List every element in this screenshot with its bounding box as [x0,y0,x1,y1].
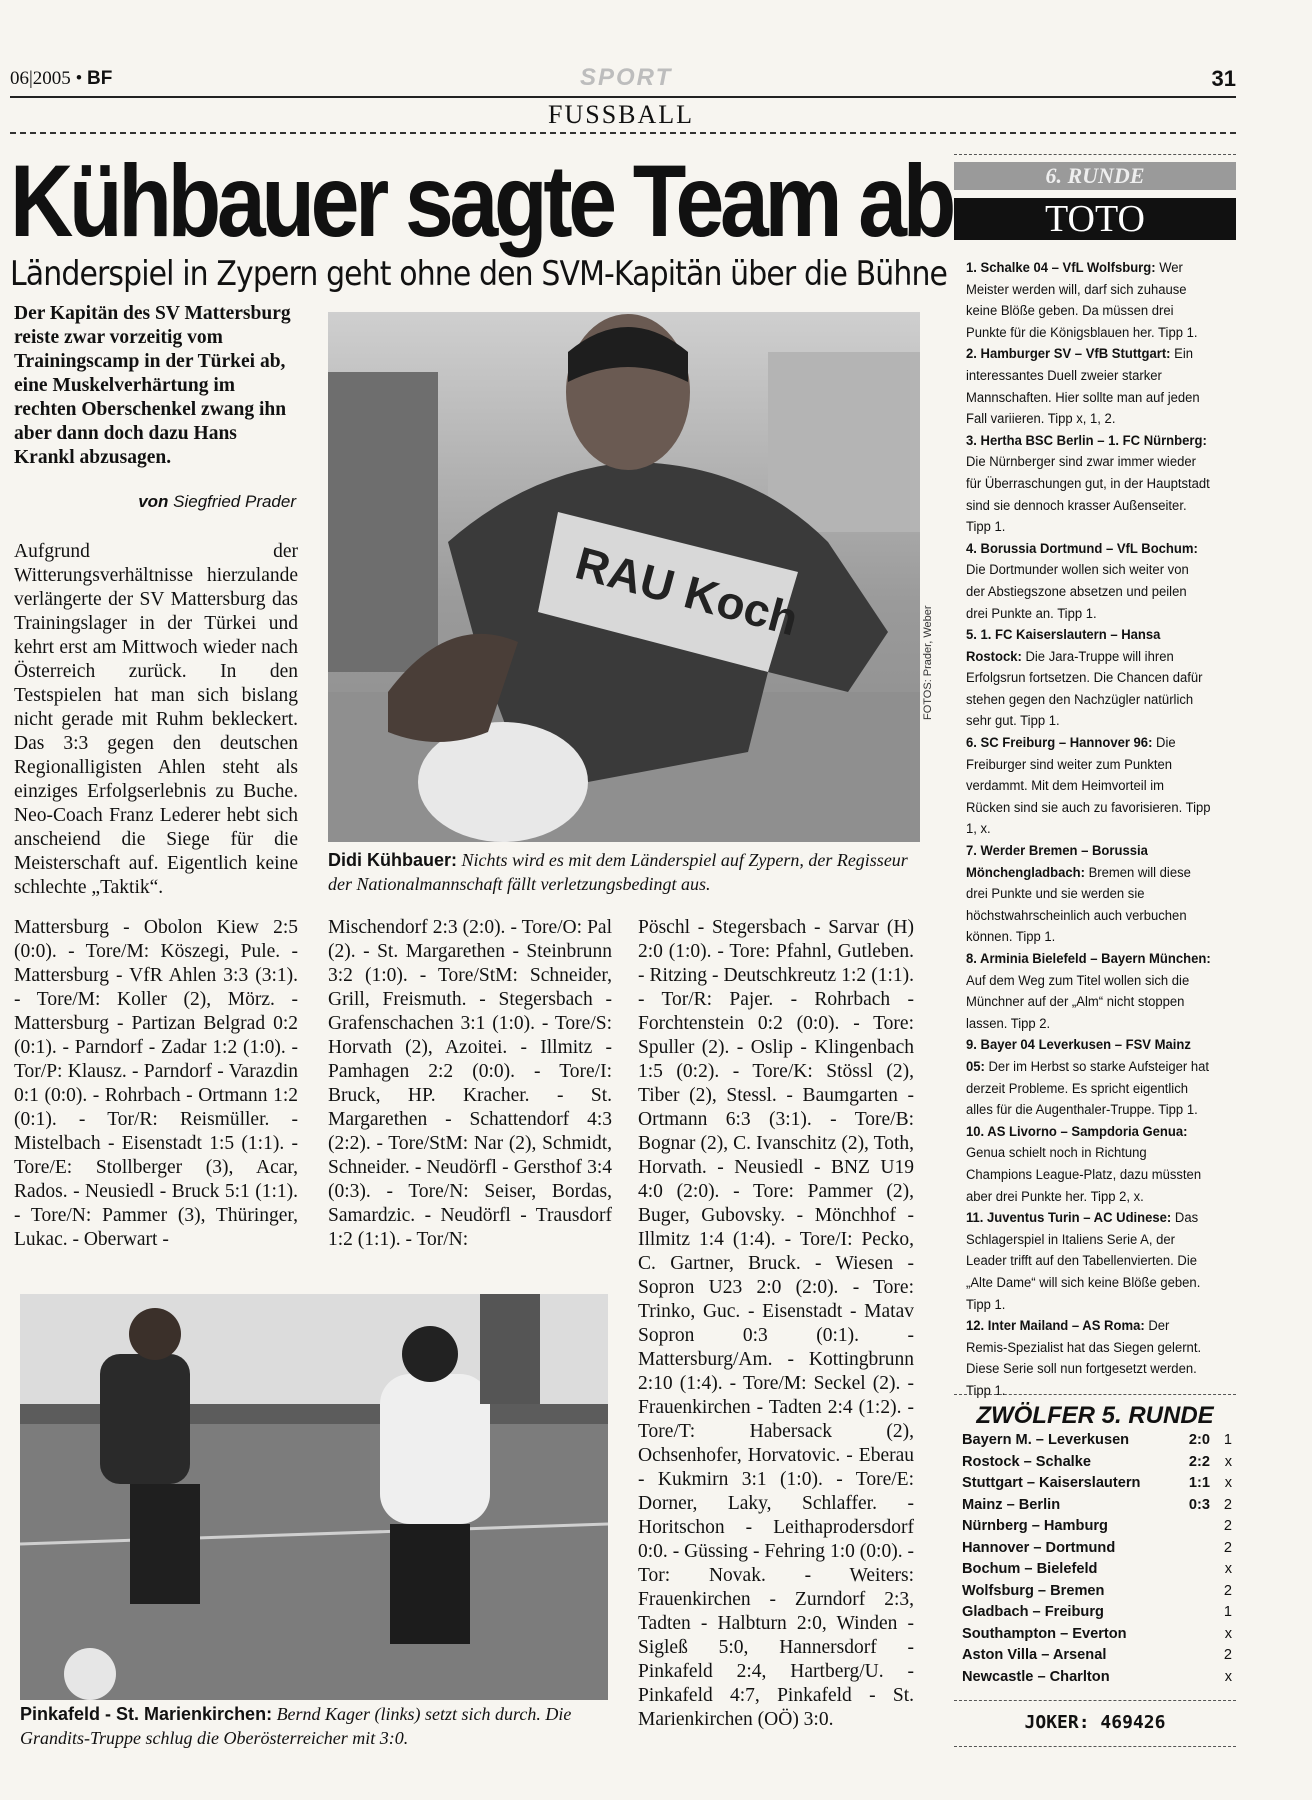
zwoelfer-table [962,1432,1236,1690]
tip-item [966,1035,1211,1121]
tip-text: Bremen will diese drei Punkte und sie werden sie höchstwahrscheinlich auch verbuchen können. Tipp 1. [966,864,1191,946]
tip-text: Ein interessantes Duell zweier starker Mannschaften. Hier sollte man auf jeden Fall variieren. Tipp x, 1, 2. [966,346,1200,428]
bullet-separator: • [75,68,83,89]
svg-text:RAU Koch: RAU Koch [570,536,804,646]
results-column-3: Pöschl - Stegersbach - Sarvar (H) 2:0 (1:0). - Tore: Pfahnl, Gutleben. - Ritzing - Deutschkreutz 1:2 (1:1). - Tor/R: Pajer. - Rohrbach - Forchtenstein 0:2 (0:0). - Tore: Spuller (2). - Oslip - Klingenbach 1:5 (0:2). - Tore/K: Stössl (2), Tiber (2), Stessl. - Baumgarten - Ortmann 6:3 (3:1). - Tore/B: Bognar (2), C. Ivanschitz (2), Toth, Horvath. - Neusiedl - BNZ U19 4:0 (2:0). - Tore: Pammer (2), Buger, Gubovsky. - Mönchhof - Illmitz 1:4 (1:4). - Tore/I: Pecko, C. Gartner, Bruck. - Wiesen - Sopron U23 2:0 (2:0). - Tore: Trinko, Guc. - Eisenstadt - Matav Sopron 0:3 (0:1). - Mattersburg/Am. - Kottingbrunn 2:10 (1:4). - Tore/M: Seckel (2). - Frauenkirchen - Tadten 2:4 (1:2). - Tore/T: Habersack (2), Ochsenhofer, Horvatovic. - Eberau - Kukmirn 3:1 (1:0). - Tore/E: Dorner, Laky, Schlaffer. - Horitschon - Leithaprodersdorf 0:0. - Güssing - Fehring 1:0 (0:0). - Tor: Novak. - Weiters: Frauenkirchen - Zurndorf 2:3, Tadten - Halbturn 2:0, Winden - Sigleß 5:0, Hannersdorf - Pinkafeld 2:4, Hartberg/U. - Pinkafeld 4:7, Pinkafeld - St. Marienkirchen (OÖ) 3:0. [638,917,914,1730]
toto-banner: TOTO [954,198,1236,240]
lead-paragraph: Der Kapitän des SV Mattersburg reiste zwar vorzeitig vom Trainingscamp in der Türkei ab, eine Muskelverhärtung im rechten Oberschenkel zwang ihn aber dann doch dazu Hans Krankl abzusagen. [14,303,291,468]
header-dashed-rule [10,132,1236,134]
tip-match: 10. AS Livorno – Sampdoria Genua: [966,1123,1188,1140]
score-cell: 2:0 [1188,1432,1210,1448]
match-cell: Gladbach – Freiburg [962,1604,1104,1620]
page-number: 31 [1211,66,1236,91]
tip-item [966,431,1211,539]
tip-item [966,1208,1211,1316]
table-row [962,1604,1236,1626]
photo-caption-1 [328,848,928,896]
score-cell [1152,1540,1210,1562]
caption-1-text: Nichts wird es mit dem Länderspiel auf Zypern, der Regisseur der Nationalmannschaft fällt verletzungsbedingt aus. [328,850,908,894]
caption-2-text: Bernd Kager (links) setzt sich durch. Die Grandits-Truppe schlug die Oberösterreicher mit 3:0. [20,1704,572,1748]
body-text: Aufgrund der Witterungsverhältnisse hierzulande verlängerte der SV Mattersburg das Trainingslager in der Türkei und kehrt erst am Mittwoch wieder nach Österreich zurück. In den Testspielen hat man sich bislang nicht gerade mit Ruhm bekleckert. Das 3:3 gegen den deutschen Regionalligisten Ahlen steht als einziges Erfolgserlebnis zu Buche. Neo-Coach Franz Lederer hebt sich anscheiend die Siege für die Meisterschaft auf. Eigentlich keine schlechte „Taktik“. [14,541,298,898]
table-row [962,1518,1236,1540]
tip-text: Die Dortmunder wollen sich weiter von der Abstiegszone absetzen und peilen drei Punkte an. Tipp 1. [966,562,1189,622]
match-cell: Nürnberg – Hamburg [962,1518,1108,1534]
section-title: SPORT [580,64,673,91]
match-cell: Mainz – Berlin [962,1496,1061,1513]
score-cell [1152,1518,1210,1540]
tip-match: 12. Inter Mailand – AS Roma: [966,1318,1145,1335]
category-label: FUSSBALL [548,100,695,129]
tip-text: Wer Meister werden will, darf sich zuhause keine Blöße geben. Da müssen drei Punkte für die Königsblauen her. Tipp 1. [966,260,1198,341]
tip-item [966,1316,1211,1402]
tip-cell: 2 [1223,1582,1232,1599]
tip-text: Die Nürnberger sind zwar immer wieder für Überraschungen gut, in der Hauptstadt sind sie dennoch krasser Außenseiter. Tipp 1. [966,454,1210,536]
tip-text: Der im Herbst so starke Aufsteiger hat derzeit Probleme. Es spricht eigentlich alles für die Augenthaler-Truppe. Tipp 1. [966,1058,1210,1119]
tip-cell: 2 [1223,1647,1232,1663]
tip-cell: x [1224,1668,1232,1685]
tip-cell: 2 [1223,1539,1232,1556]
tip-text: Der Remis-Spezialist hat das Siegen gelernt. Diese Serie soll nun fortgesetzt werden. Tipp 1. [966,1318,1202,1399]
photo-caption-2 [20,1702,620,1750]
tip-match: 1. Schalke 04 – VfL Wolfsburg: [966,260,1156,276]
joker-top-rule [954,1700,1236,1701]
tip-text: Die Freiburger sind weiter zum Punkten verdammt. Mit dem Heimvorteil im Rücken sind sie auch zu favorisieren. Tipp 1, x. [966,735,1211,838]
score-cell [1152,1583,1210,1605]
table-row [962,1583,1236,1605]
match-cell: Newcastle – Charlton [962,1668,1110,1685]
byline [14,492,296,512]
caption-1-name: Didi Kühbauer: [328,850,457,870]
score-cell: 1:1 [1188,1475,1210,1491]
tip-cell: 2 [1223,1518,1232,1534]
score-cell [1152,1561,1210,1583]
tip-cell: x [1224,1475,1232,1491]
tip-text: Genua schielt noch in Richtung Champions League-Platz, dazu müssten aber drei Punkte her. Tipp 2, x. [966,1145,1202,1205]
tip-text: Auf dem Weg zum Titel wollen sich die Münchner auf der „Alm“ nicht stoppen lassen. Tipp 2. [966,972,1190,1032]
header-rule [10,96,1236,98]
score-cell: 0:3 [1188,1496,1210,1513]
zwoelfer-title: ZWÖLFER 5. RUNDE [976,1402,1214,1429]
tip-cell: 2 [1223,1496,1232,1513]
table-row [962,1454,1236,1476]
tip-item [966,841,1211,949]
player-photo-illustration [328,312,920,842]
tip-item [966,344,1211,430]
match-cell: Bayern M. – Leverkusen [962,1432,1130,1448]
table-row [962,1497,1236,1519]
table-row [962,1669,1236,1691]
subheadline: Länderspiel in Zypern geht ohne den SVM-Kapitän über die Bühne [10,254,948,294]
match-photo-illustration [20,1294,608,1700]
tip-cell: x [1224,1453,1232,1470]
tip-item [966,1122,1211,1208]
tip-match: 9. Bayer 04 Leverkusen – FSV Mainz 05: [966,1037,1191,1075]
match-cell: Wolfsburg – Bremen [962,1582,1105,1599]
table-row [962,1475,1236,1497]
match-photo [20,1294,608,1700]
table-row [962,1540,1236,1562]
tip-match: 3. Hertha BSC Berlin – 1. FC Nürnberg: [966,432,1207,449]
tip-cell: 1 [1223,1432,1232,1448]
tip-match: 4. Borussia Dortmund – VfL Bochum: [966,540,1198,557]
joker-bottom-rule [954,1746,1236,1747]
tip-item [966,258,1211,344]
table-row [962,1647,1236,1669]
tip-text: Das Schlagerspiel in Italiens Serie A, der Leader trifft auf den Tabellenvierten. Die „Alte Dame“ will sich keine Blöße geben. Tipp 1. [966,1210,1201,1313]
sidebar-top-rule [954,154,1236,155]
results-column-1: Mattersburg - Obolon Kiew 2:5 (0:0). - Tore/M: Köszegi, Pule. - Mattersburg - VfR Ahlen 3:3 (3:1). - Tore/M: Koller (2), Mörz. - Mattersburg - Partizan Belgrad 0:2 (0:1). - Parndorf - Zadar 1:2 (1:0). - Tor/P: Klausz. - Parndorf - Varazdin 0:1 (0:0). - Rohrbach - Ortmann 1:2 (0:1). - Tor/R: Reismüller. - Mistelbach - Eisenstadt 1:5 (1:1). - Tore/E: Stollberger (3), Acar, Rados. - Neusiedl - Bruck 5:1 (1:1). - Tore/N: Pammer (3), Thüringer, Lukac. - Oberwart - [14,917,298,1250]
tip-match: 6. SC Freiburg – Hannover 96: [966,735,1153,752]
score-cell [1152,1626,1210,1648]
byline-author: Siegfried Prader [173,492,296,511]
section-code: BF [86,68,113,89]
zwoelfer-top-rule [954,1394,1236,1395]
joker-number: JOKER: 469426 [1024,1712,1166,1733]
match-cell: Rostock – Schalke [962,1453,1091,1470]
tip-text: Die Jara-Truppe will ihren Erfolgsrun fortsetzen. Die Chancen dafür stehen gegen den Nachzügler natürlich sehr gut. Tipp 1. [966,648,1203,730]
tip-match: 2. Hamburger SV – VfB Stuttgart: [966,346,1171,363]
player-photo [328,312,920,842]
tip-match: 7. Werder Bremen – Borussia Mönchengladbach: [966,843,1148,881]
tip-match: 8. Arminia Bielefeld – Bayern München: [966,951,1211,967]
toto-tips-list [966,258,1211,1402]
photo-credit: FOTOS: Prader, Weber [922,605,934,720]
tip-match: 11. Juventus Turin – AC Udinese: [966,1210,1172,1227]
match-cell: Southampton – Everton [962,1625,1127,1642]
match-cell: Stuttgart – Kaiserslautern [962,1475,1141,1491]
match-cell: Hannover – Dortmund [962,1539,1116,1556]
score-cell [1152,1647,1210,1669]
issue-date: 06|2005 [10,68,71,89]
caption-2-name: Pinkafeld - St. Marienkirchen: [20,1704,273,1724]
tip-item [966,625,1211,733]
tip-item [966,539,1211,625]
score-cell [1152,1604,1210,1626]
score-cell: 2:2 [1188,1453,1210,1470]
tip-item [966,733,1211,841]
headline: Kühbauer sagte Team ab [10,144,953,258]
table-row [962,1626,1236,1648]
issue-line [10,68,112,90]
table-row [962,1561,1236,1583]
table-row [962,1432,1236,1454]
tip-cell: 1 [1223,1604,1232,1620]
results-column-2: Mischendorf 2:3 (2:0). - Tore/O: Pal (2). - St. Margarethen - Steinbrunn 3:2 (1:0). - Tore/StM: Schneider, Grill, Freismuth. - Stegersbach - Grafenschachen 3:1 (1:0). - Tore/S: Horvath (2), Azoitei. - Illmitz - Pamhagen 2:2 (0:0). - Tore/I: Bruck, HP. Kracher. - St. Margarethen - Schattendorf 4:3 (2:2). - Tore/StM: Nar (2), Schmidt, Schneider. - Neudörfl - Gersthof 3:4 (0:3). - Tore/N: Seiser, Bordas, Samardzic. - Neudörfl - Trausdorf 1:2 (1:1). - Tor/N: [328,917,612,1250]
match-cell: Bochum – Bielefeld [962,1561,1098,1577]
tip-cell: x [1224,1625,1232,1642]
byline-prefix: von [138,492,169,511]
score-cell [1152,1669,1210,1691]
match-cell: Aston Villa – Arsenal [962,1647,1107,1663]
tip-cell: x [1224,1561,1232,1577]
runde-banner: 6. RUNDE [954,162,1236,190]
tip-item [966,949,1211,1035]
tip-match: 5. 1. FC Kaiserslautern – Hansa Rostock: [966,627,1161,665]
